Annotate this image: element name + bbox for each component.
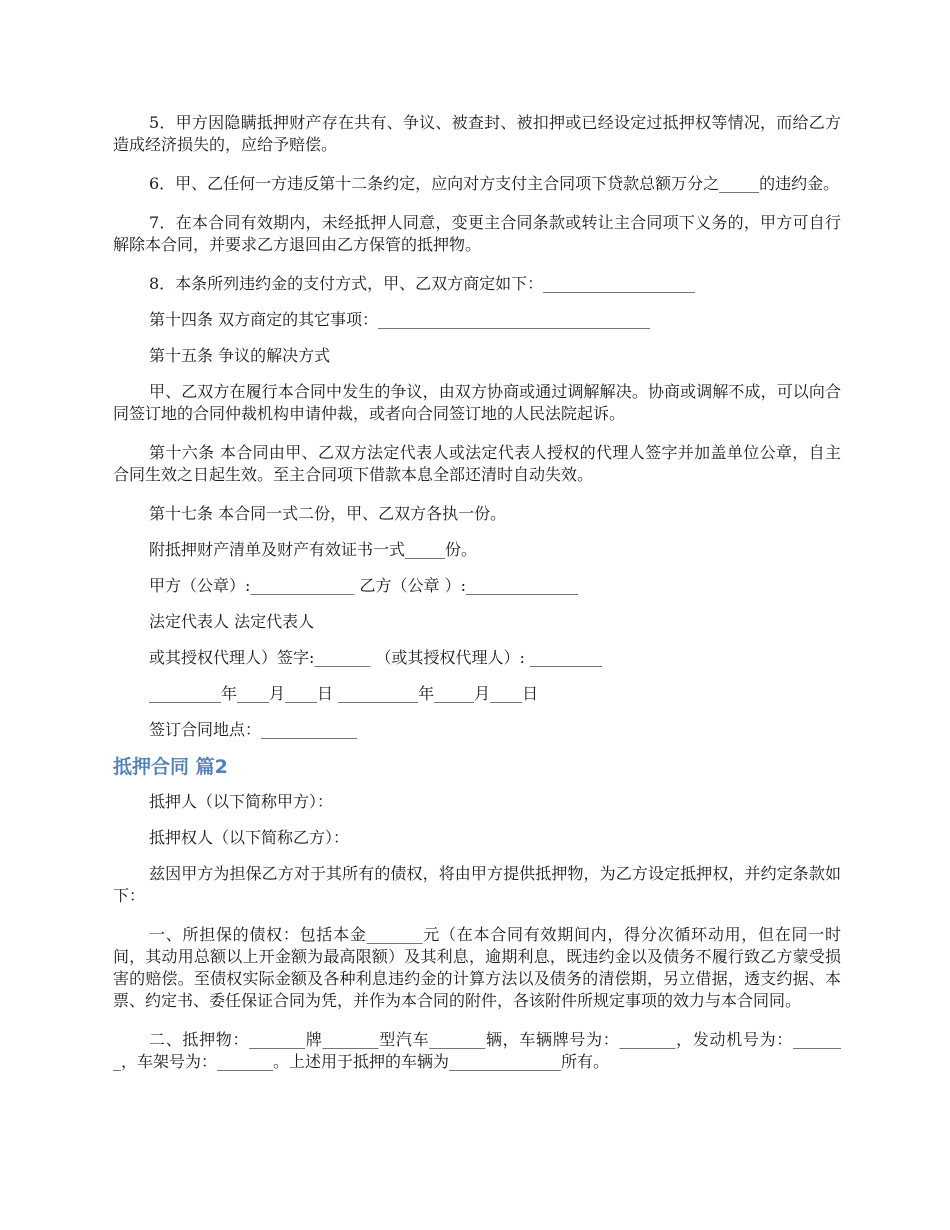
- article-14: 第十四条 双方商定的其它事项：__________________________________: [149, 310, 651, 329]
- article-15-title: 第十五条 争议的解决方式: [149, 346, 331, 365]
- signing-place: 签订合同地点：____________: [149, 720, 358, 739]
- party-seals: 甲方（公章）:_____________ 乙方（公章 ）:______________: [149, 576, 578, 595]
- article-17: 第十七条 本合同一式二份，甲、乙双方各执一份。: [149, 504, 507, 523]
- section-heading: 抵押合同 篇2: [113, 756, 228, 778]
- sign-dates: _________年____月____日 __________年_____月____日: [149, 684, 539, 703]
- clause-5: 5．甲方因隐瞒抵押财产存在共有、争议、被查封、被扣押或已经设定过抵押权等情况，而给乙方造成经济损失的，应给予赔偿。: [113, 113, 841, 154]
- signatures: 或其授权代理人）签字:_______ （或其授权代理人）: _________: [149, 648, 602, 667]
- clause-7: 7．在本合同有效期内，未经抵押人同意，变更主合同条款或转让主合同项下义务的，甲方可自行解除本合同，并要求乙方退回由乙方保管的抵押物。: [113, 213, 841, 254]
- clause-collateral: 二、抵押物：_______牌_______型汽车_______辆，车辆牌号为：_______，发动机号为：_______，车架号为：_______。上述用于抵押的车辆为______________所有。: [113, 1030, 841, 1071]
- clause-6: 6．甲、乙任何一方违反第十二条约定，应向对方支付主合同项下贷款总额万分之_____的违约金。: [149, 174, 840, 193]
- article-15-body: 甲、乙双方在履行本合同中发生的争议，由双方协商或通过调解解决。协商或调解不成，可以向合同签订地的合同仲裁机构申请仲裁，或者向合同签订地的人民法院起诉。: [113, 382, 841, 423]
- article-16: 第十六条 本合同由甲、乙双方法定代表人或法定代表人授权的代理人签字并加盖单位公章，自主合同生效之日起生效。至主合同项下借款本息全部还清时自动失效。: [113, 443, 841, 484]
- attachment-note: 附抵押财产清单及财产有效证书一式_____份。: [149, 540, 478, 559]
- document-page: [113, 112, 841, 1087]
- clause-8: 8．本条所列违约金的支付方式，甲、乙双方商定如下：___________________: [149, 274, 696, 293]
- mortgagor-line: 抵押人（以下简称甲方）：: [149, 792, 334, 811]
- preamble: 兹因甲方为担保乙方对于其所有的债权，将由甲方提供抵押物，为乙方设定抵押权，并约定条款如下：: [113, 864, 841, 905]
- mortgagee-line: 抵押权人（以下简称乙方）：: [149, 828, 350, 847]
- clause-secured-debt: 一、所担保的债权：包括本金_______元（在本合同有效期间内，得分次循环动用，但在同一时间，其动用总额以上开金额为最高限额）及其利息，逾期利息，既违约金以及债务不履行致乙方蒙受损害的赔偿。至债权实际金额及各种利息违约金的计算方法以及债务的清偿期，另立借据，透支约据、本票、约定书、委任保证合同为凭，并作为本合同的附件，各该附件所规定事项的效力与本合同同。: [113, 925, 841, 1010]
- legal-representatives: 法定代表人 法定代表人: [149, 612, 315, 631]
